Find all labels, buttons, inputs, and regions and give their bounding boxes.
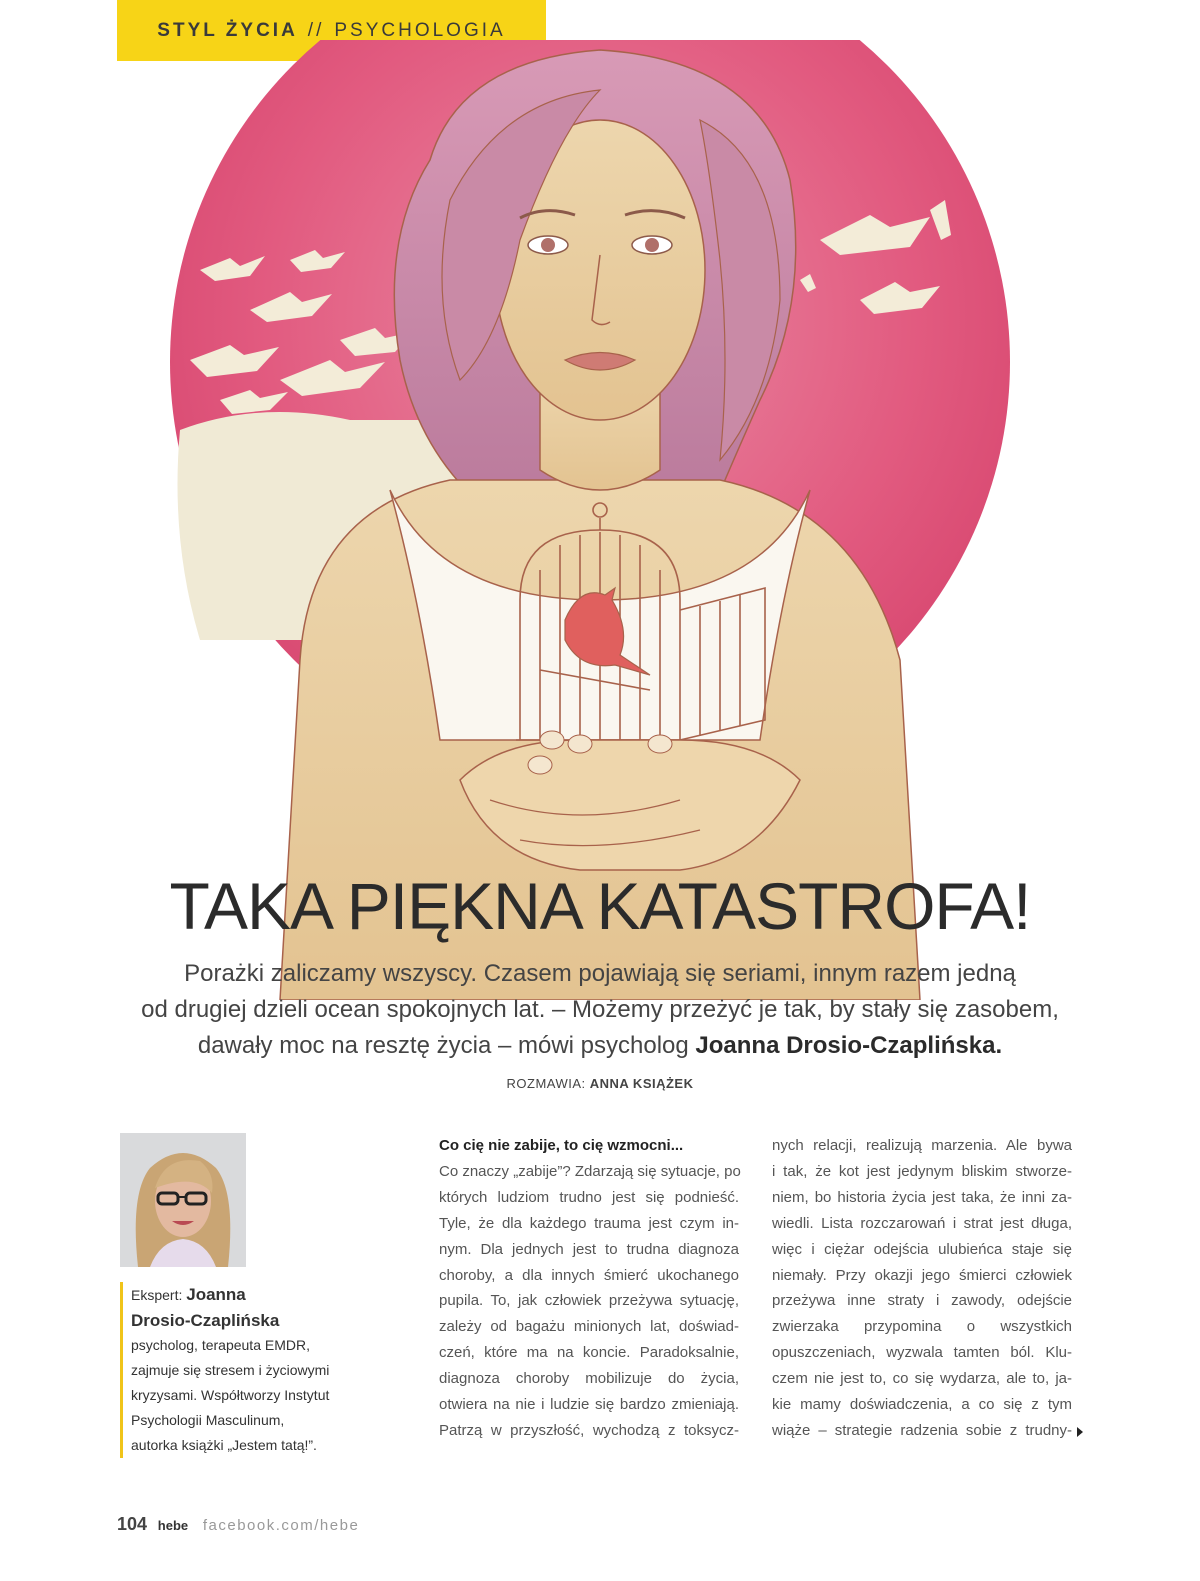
expert-info-box <box>120 1282 381 1458</box>
expert-name-highlight: Joanna Drosio-Czaplińska. <box>695 1032 1003 1059</box>
body-line: zwierzaka przypomina o wszystkich <box>772 1318 1072 1336</box>
body-line: czeń, które ma na koncie. Paradoksalnie, <box>439 1344 739 1362</box>
expert-bio-line: Psychologii Masculinum, <box>131 1412 285 1428</box>
body-line: opuszczeniach, wyzwala tamten ból. Klu- <box>772 1344 1072 1362</box>
page-number: 104 <box>117 1514 148 1534</box>
expert-name: Joanna <box>186 1285 246 1304</box>
article-lead <box>100 956 1100 1064</box>
section-subcategory: PSYCHOLOGIA <box>334 19 506 41</box>
facebook-link[interactable]: facebook.com/hebe <box>202 1517 360 1534</box>
body-line: czem nie jest to, co się wydarza, ale to, ja- <box>772 1370 1072 1388</box>
article-column-1 <box>439 1133 739 1444</box>
expert-bio-line: psycholog, terapeuta EMDR, <box>131 1337 310 1353</box>
byline-label: ROZMAWIA: <box>506 1076 590 1091</box>
article-headline: TAKA PIĘKNA KATASTROFA! <box>169 869 1031 943</box>
body-line: Tyle, że dla każdego trauma jest czym in- <box>439 1214 739 1232</box>
body-line: kie mamy doświadczenia, a co się z tym <box>772 1396 1072 1414</box>
brand-logo: hebe <box>157 1518 189 1533</box>
body-line: nym. Dla jednych jest to trudna diagnoza <box>439 1240 739 1258</box>
byline-author: ANNA KSIĄŻEK <box>589 1076 694 1091</box>
continue-arrow-icon <box>1077 1427 1083 1437</box>
expert-bio-line: kryzysami. Współtworzy Instytut <box>131 1387 330 1403</box>
article-column-2 <box>772 1133 1072 1444</box>
body-line: niemały. Przy okazji jego śmierci człowiek <box>772 1266 1072 1284</box>
body-line: których ludziom trudno jest się podnieść. <box>439 1188 739 1206</box>
body-line: nych relacji, realizują marzenia. Ale bywa <box>772 1137 1072 1154</box>
section-category: STYL ŻYCIA <box>157 19 298 41</box>
body-line: przeżywa inne straty i zawody, odejście <box>772 1292 1072 1310</box>
body-line: pupila. To, jak człowiek przeżywa sytuację, <box>439 1292 739 1310</box>
cover-illustration <box>160 40 1040 1000</box>
lead-line <box>100 1028 1100 1064</box>
expert-bio-line: autorka książki „Jestem tatą!”. <box>131 1437 317 1453</box>
column-heading: Co cię nie zabije, to cię wzmocni... <box>439 1137 684 1154</box>
body-line: otwiera na nie i ludzie się bardzo zmieniają. <box>439 1396 739 1414</box>
body-line: zależy od bagażu minionych lat, doświad- <box>439 1318 739 1336</box>
lead-line: Porażki zaliczamy wszyscy. Czasem pojawiają się seriami, innym razem jedną <box>184 960 1016 987</box>
body-line: diagnoza choroby mobilizuje do życia, <box>439 1370 739 1388</box>
lead-line: od drugiej dzieli ocean spokojnych lat. – Możemy przeżyć je tak, by stały się zasobem, <box>141 996 1059 1023</box>
page-footer <box>117 1514 359 1535</box>
expert-name: Drosio-Czaplińska <box>131 1311 280 1330</box>
section-separator: // <box>307 19 325 41</box>
body-line: wiedli. Lista rozczarowań i strat jest długa, <box>772 1214 1072 1232</box>
body-line: Co znaczy „zabije”? Zdarzają się sytuacje, po <box>439 1162 741 1180</box>
expert-label: Ekspert: <box>131 1287 187 1303</box>
expert-bio-line: zajmuje się stresem i życiowymi <box>131 1362 330 1378</box>
body-line: Patrzą w przyszłość, wychodzą z toksycz- <box>439 1421 739 1439</box>
body-line: więc i ciężar odejścia ulubieńca staje się <box>772 1240 1072 1258</box>
expert-portrait <box>120 1133 246 1267</box>
body-line: niem, bo historia życia jest taka, że inni za- <box>772 1188 1072 1206</box>
lead-text: dawały moc na resztę życia – mówi psycholog <box>197 1032 696 1059</box>
byline <box>0 1076 1200 1091</box>
body-line: wiąże – strategie radzenia sobie z trudny- <box>772 1421 1072 1439</box>
body-line: choroby, a dla innych śmierć ukochanego <box>439 1266 739 1284</box>
body-line: i tak, że kot jest jedynym bliskim stworze- <box>772 1162 1072 1180</box>
